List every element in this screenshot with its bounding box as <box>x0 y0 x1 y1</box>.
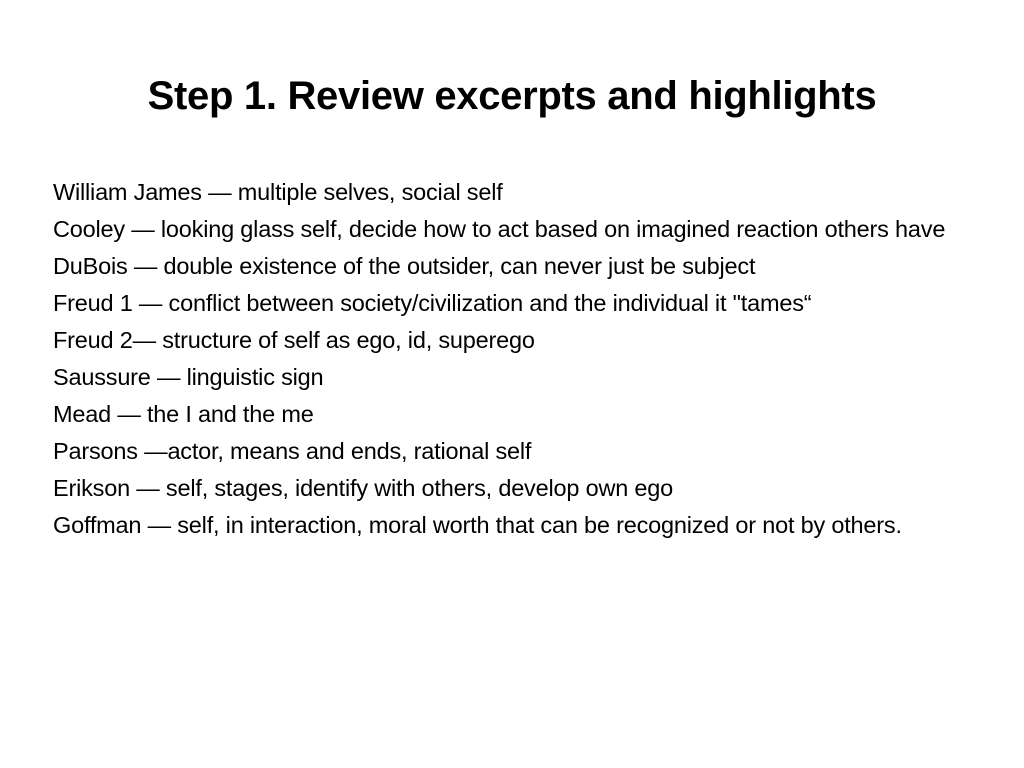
excerpt-item-william-james: William James — multiple selves, social self <box>53 179 503 205</box>
excerpt-item-freud-2: Freud 2— structure of self as ego, id, superego <box>53 327 535 353</box>
slide-title: Step 1. Review excerpts and highlights <box>147 74 877 118</box>
excerpt-item-cooley: Cooley — looking glass self, decide how to act based on imagined reaction others have <box>53 216 946 242</box>
excerpt-item-mead: Mead — the I and the me <box>53 401 314 427</box>
excerpt-item-freud-1: Freud 1 — conflict between society/civilization and the individual it "tames“ <box>53 290 812 316</box>
excerpt-item-goffman: Goffman — self, in interaction, moral worth that can be recognized or not by others. <box>53 512 902 538</box>
excerpt-item-saussure: Saussure — linguistic sign <box>53 364 324 390</box>
excerpt-list <box>53 178 953 548</box>
excerpt-item-parsons: Parsons —actor, means and ends, rational self <box>53 438 532 464</box>
excerpt-item-dubois: DuBois — double existence of the outsider, can never just be subject <box>53 253 756 279</box>
excerpt-item-erikson: Erikson — self, stages, identify with others, develop own ego <box>53 475 674 501</box>
